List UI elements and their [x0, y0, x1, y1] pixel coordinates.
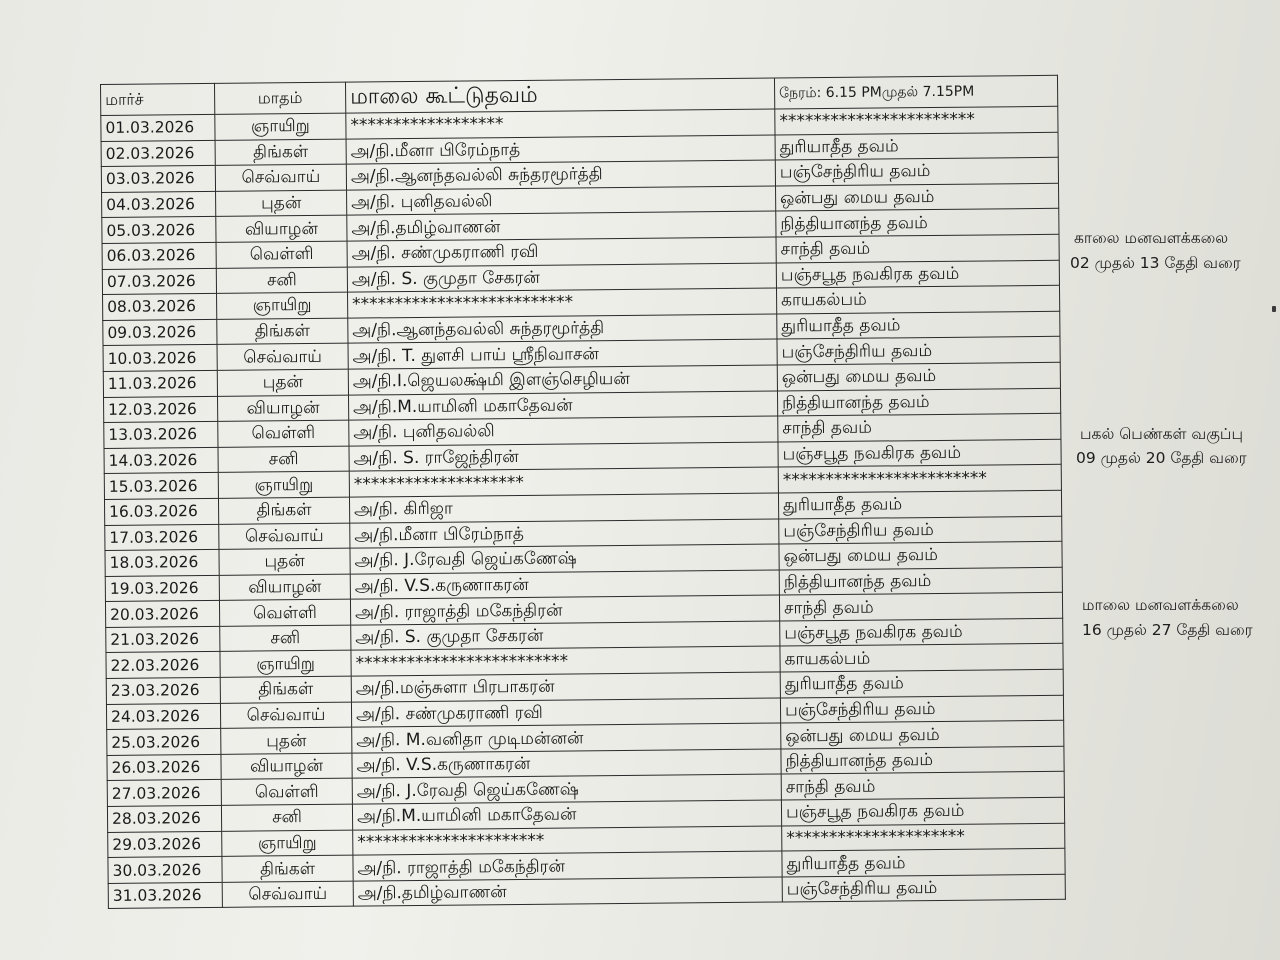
row-day: செவ்வாய் [215, 164, 346, 191]
row-day: ஞாயிறு [218, 471, 349, 498]
row-date: 21.03.2026 [106, 626, 220, 653]
row-name: அ/நி.மீனா பிரேம்நாத் [350, 519, 779, 549]
row-day: வெள்ளி [219, 599, 350, 626]
row-tavam: பஞ்சேந்திரிய தவம் [780, 695, 1063, 723]
row-day: திங்கள் [222, 855, 353, 882]
row-name: அ/நி. J.ரேவதி ஜெய்கணேஷ் [350, 544, 779, 574]
row-date: 31.03.2026 [108, 882, 222, 909]
row-name: அ/நி. T. துளசி பாய் ஸ்ரீநிவாசன் [348, 339, 777, 369]
row-name: அ/நி. V.S.கருணாகரன் [350, 570, 779, 600]
row-date: 08.03.2026 [103, 294, 217, 321]
row-name: ************************** [348, 288, 777, 318]
row-date: 27.03.2026 [107, 780, 221, 807]
row-name: அ/நி.M.யாமினி மகாதேவன் [348, 391, 777, 421]
row-date: 22.03.2026 [106, 652, 220, 679]
row-day: வெள்ளி [218, 420, 349, 447]
row-tavam: *********************** [775, 106, 1058, 134]
row-day: வியாழன் [219, 574, 350, 601]
row-tavam: துரியாதீத தவம் [778, 490, 1061, 518]
schedule-table [100, 75, 1066, 910]
row-date: 17.03.2026 [105, 524, 219, 551]
row-name: ****************** [346, 109, 775, 139]
row-tavam: பஞ்சேந்திரிய தவம் [777, 337, 1060, 365]
row-tavam: நித்தியானந்த தவம் [781, 746, 1064, 774]
row-name: அ/நி. சண்முகராணி ரவி [351, 698, 780, 728]
row-tavam: ஒன்பது மைய தவம் [776, 183, 1059, 211]
row-day: வெள்ளி [216, 241, 347, 268]
row-name: அ/நி. S. குமுதா சேகரன் [347, 263, 776, 293]
row-date: 30.03.2026 [108, 857, 222, 884]
row-date: 07.03.2026 [102, 268, 216, 295]
row-tavam: சாந்தி தவம் [776, 234, 1059, 262]
row-date: 14.03.2026 [104, 447, 218, 474]
row-tavam: துரியாதீத தவம் [775, 132, 1058, 160]
row-name: ********************** [353, 826, 782, 856]
side-note-ladies-line1: பகல் பெண்கள் வகுப்பு [1080, 425, 1243, 443]
row-date: 16.03.2026 [104, 498, 218, 525]
row-date: 09.03.2026 [103, 319, 217, 346]
row-name: ************************* [351, 646, 780, 676]
header-month-tamil: மாதம் [214, 82, 345, 114]
row-day: செவ்வாய் [222, 881, 353, 908]
side-note-evening-line1: மாலை மனவளக்கலை [1082, 596, 1239, 614]
row-name: அ/நி. S. ராஜேந்திரன் [349, 442, 778, 472]
row-day: திங்கள் [215, 139, 346, 166]
row-day: ஞாயிறு [220, 651, 351, 678]
row-tavam: நித்தியானந்த தவம் [777, 388, 1060, 416]
row-name: அ/நி. V.S.கருணாகரன் [352, 749, 781, 779]
row-name: அ/நி. புனிதவல்லி [347, 186, 776, 216]
header-title: மாலை கூட்டுதவம் [345, 78, 774, 113]
row-name: அ/நி.தமிழ்வாணன் [353, 877, 782, 907]
row-tavam: பஞ்சபூத நவகிரக தவம் [780, 618, 1063, 646]
side-note-evening-line2: 16 முதல் 27 தேதி வரை [1082, 621, 1253, 639]
row-name: அ/நி. S. குமுதா சேகரன் [351, 621, 780, 651]
row-name: அ/நி.ஆனந்தவல்லி சுந்தரமூர்த்தி [346, 160, 775, 190]
row-name: அ/நி.I.ஜெயலக்ஷ்மி இளஞ்செழியன் [348, 365, 777, 395]
row-date: 20.03.2026 [105, 601, 219, 628]
row-day: வியாழன் [221, 753, 352, 780]
row-day: ஞாயிறு [217, 292, 348, 319]
row-date: 06.03.2026 [102, 242, 216, 269]
row-day: திங்கள் [218, 497, 349, 524]
row-tavam: பஞ்சபூத நவகிரக தவம் [781, 797, 1064, 825]
row-tavam: ********************* [782, 823, 1065, 851]
row-date: 24.03.2026 [106, 703, 220, 730]
row-day: வியாழன் [216, 216, 347, 243]
header-time: நேரம்: 6.15 PMமுதல் 7.15PM [774, 75, 1057, 109]
row-tavam: ************************ [778, 465, 1061, 493]
row-tavam: ஒன்பது மைய தவம் [781, 721, 1064, 749]
row-day: சனி [218, 446, 349, 473]
row-tavam: சாந்தி தவம் [779, 593, 1062, 621]
row-name: அ/நி.தமிழ்வாணன் [347, 211, 776, 241]
row-date: 28.03.2026 [107, 805, 221, 832]
row-date: 26.03.2026 [107, 754, 221, 781]
row-tavam: சாந்தி தவம் [781, 772, 1064, 800]
row-date: 02.03.2026 [101, 140, 215, 167]
row-tavam: நித்தியானந்த தவம் [779, 567, 1062, 595]
row-tavam: ஒன்பது மைய தவம் [779, 541, 1062, 569]
row-day: சனி [216, 267, 347, 294]
row-date: 25.03.2026 [107, 729, 221, 756]
row-day: செவ்வாய் [220, 702, 351, 729]
row-name: அ/நி.M.யாமினி மகாதேவன் [352, 800, 781, 830]
row-name: அ/நி. ராஜாத்தி மகேந்திரன் [350, 595, 779, 625]
side-note-morning-line1: காலை மனவளக்கலை [1074, 229, 1229, 247]
row-name: அ/நி. சண்முகராணி ரவி [347, 237, 776, 267]
side-note-morning-line2: 02 முதல் 13 தேதி வரை [1070, 254, 1241, 272]
row-name: அ/நி. J.ரேவதி ஜெய்கணேஷ் [352, 774, 781, 804]
row-date: 29.03.2026 [108, 831, 222, 858]
header-month-label: மார்ச் [101, 83, 215, 115]
ink-mark [1272, 306, 1276, 312]
row-date: 13.03.2026 [104, 422, 218, 449]
row-tavam: ஒன்பது மைய தவம் [777, 362, 1060, 390]
row-name: அ/நி. M.வனிதா முடிமன்னன் [352, 723, 781, 753]
row-day: புதன் [217, 369, 348, 396]
row-day: சனி [220, 625, 351, 652]
row-tavam: துரியாதீத தவம் [777, 311, 1060, 339]
row-day: திங்கள் [220, 676, 351, 703]
row-day: செவ்வாய் [219, 523, 350, 550]
row-date: 11.03.2026 [103, 370, 217, 397]
row-name: அ/நி. புனிதவல்லி [349, 416, 778, 446]
row-tavam: காயகல்பம் [780, 644, 1063, 672]
row-day: வெள்ளி [221, 779, 352, 806]
row-day: ஞாயிறு [222, 830, 353, 857]
row-date: 01.03.2026 [101, 114, 215, 141]
row-name: அ/நி.ஆனந்தவல்லி சுந்தரமூர்த்தி [348, 314, 777, 344]
row-date: 23.03.2026 [106, 677, 220, 704]
row-day: திங்கள் [217, 318, 348, 345]
row-date: 18.03.2026 [105, 549, 219, 576]
row-date: 10.03.2026 [103, 345, 217, 372]
row-day: புதன் [221, 727, 352, 754]
row-date: 15.03.2026 [104, 473, 218, 500]
side-note-ladies-line2: 09 முதல் 20 தேதி வரை [1076, 449, 1247, 467]
row-tavam: பஞ்சேந்திரிய தவம் [782, 874, 1065, 902]
row-tavam: சாந்தி தவம் [778, 413, 1061, 441]
row-date: 04.03.2026 [102, 191, 216, 218]
row-day: புதன் [219, 548, 350, 575]
row-name: அ/நி.மஞ்சுளா பிரபாகரன் [351, 672, 780, 702]
row-tavam: துரியாதீத தவம் [782, 848, 1065, 876]
row-day: ஞாயிறு [215, 113, 346, 140]
row-tavam: பஞ்சேந்திரிய தவம் [775, 157, 1058, 185]
row-tavam: பஞ்சபூத நவகிரக தவம் [778, 439, 1061, 467]
row-tavam: நித்தியானந்த தவம் [776, 209, 1059, 237]
row-name: அ/நி.மீனா பிரேம்நாத் [346, 135, 775, 165]
row-day: செவ்வாய் [217, 343, 348, 370]
row-tavam: துரியாதீத தவம் [780, 669, 1063, 697]
row-date: 05.03.2026 [102, 217, 216, 244]
row-date: 12.03.2026 [104, 396, 218, 423]
row-date: 19.03.2026 [105, 575, 219, 602]
row-name: ******************** [349, 467, 778, 497]
row-name: அ/நி. ராஜாத்தி மகேந்திரன் [353, 851, 782, 881]
row-tavam: காயகல்பம் [776, 285, 1059, 313]
row-date: 03.03.2026 [101, 166, 215, 193]
row-day: வியாழன் [217, 395, 348, 422]
row-tavam: பஞ்சபூத நவகிரக தவம் [776, 260, 1059, 288]
row-day: புதன் [216, 190, 347, 217]
row-day: சனி [221, 804, 352, 831]
row-name: அ/நி. கிரிஜா [349, 493, 778, 523]
row-tavam: பஞ்சேந்திரிய தவம் [779, 516, 1062, 544]
